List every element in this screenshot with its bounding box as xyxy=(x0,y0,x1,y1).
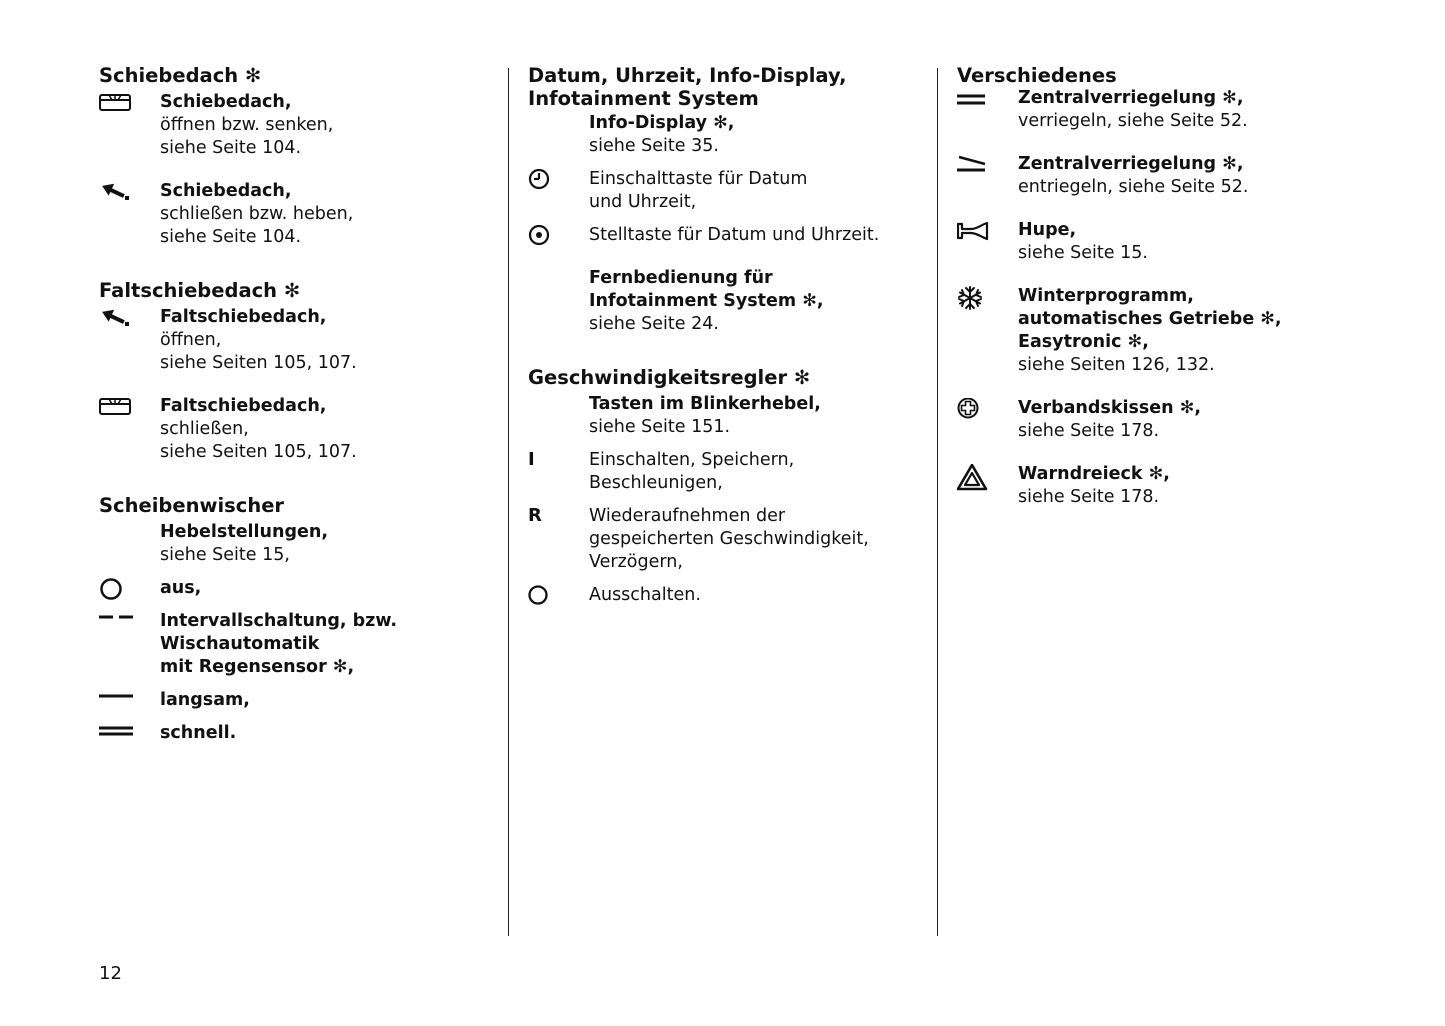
list-item xyxy=(99,521,499,567)
entry-text: Einschalttaste für Datum xyxy=(589,169,808,189)
entry-title: Easytronic ✻, xyxy=(1018,332,1149,352)
folding-roof-close-icon xyxy=(99,396,137,418)
symbol-i: I xyxy=(528,449,535,470)
entry-title: automatisches Getriebe ✻, xyxy=(1018,309,1282,329)
heading-line: Infotainment System xyxy=(528,87,759,110)
section-heading: Geschwindigkeitsregler ✻ xyxy=(528,366,811,389)
entry-title: Hebelstellungen, xyxy=(160,522,328,542)
list-item xyxy=(957,285,1417,377)
entry-text: schließen bzw. heben, xyxy=(160,204,354,224)
list-item xyxy=(957,219,1417,265)
entry-title: aus, xyxy=(160,578,202,598)
list-item xyxy=(99,91,499,160)
off-circle-icon xyxy=(528,585,566,607)
entry-text: siehe Seite 178. xyxy=(1018,487,1160,507)
entry-title: Winterprogramm, xyxy=(1018,286,1194,306)
entry-text: siehe Seite 104. xyxy=(160,138,302,158)
entry-title: Faltschiebedach, xyxy=(160,396,327,416)
entry-text: siehe Seite 24. xyxy=(589,314,719,334)
entry-title: Info-Display ✻, xyxy=(589,113,735,133)
clock-icon xyxy=(528,169,566,191)
section-heading: Scheibenwischer xyxy=(99,494,285,517)
entry-text: öffnen bzw. senken, xyxy=(160,115,334,135)
entry-title: schnell. xyxy=(160,723,237,743)
unlock-icon xyxy=(957,154,995,176)
entry-text: entriegeln, siehe Seite 52. xyxy=(1018,177,1249,197)
double-line-icon xyxy=(99,723,137,745)
section-scheibenwischer xyxy=(99,494,499,745)
entry-title: Fernbedienung für xyxy=(589,268,773,288)
entry-title: Warndreieck ✻, xyxy=(1018,464,1170,484)
list-item xyxy=(99,395,499,464)
column-divider xyxy=(508,68,509,936)
entry-text: Stelltaste für Datum und Uhrzeit. xyxy=(589,225,880,245)
section-verschiedenes xyxy=(957,64,1417,509)
horn-icon xyxy=(957,220,995,242)
entry-title: Zentralverriegelung ✻, xyxy=(1018,88,1244,108)
list-item xyxy=(528,112,928,158)
list-item xyxy=(99,722,499,745)
entry-title: Intervallschaltung, bzw. xyxy=(160,611,398,631)
list-item xyxy=(957,463,1417,509)
entry-title: langsam, xyxy=(160,690,250,710)
list-item xyxy=(528,584,928,607)
lock-icon xyxy=(957,88,995,110)
entry-title: Tasten im Blinkerhebel, xyxy=(589,394,821,414)
symbol-r: R xyxy=(528,505,542,526)
section-heading xyxy=(528,64,928,110)
section-heading: Verschiedenes xyxy=(957,64,1117,87)
entry-title: Faltschiebedach, xyxy=(160,307,327,327)
interval-dashes-icon xyxy=(99,611,137,633)
list-item xyxy=(528,449,928,495)
entry-title: Verbandskissen ✻, xyxy=(1018,398,1202,418)
entry-text: verriegeln, siehe Seite 52. xyxy=(1018,111,1248,131)
section-tempomat xyxy=(528,366,928,607)
entry-text: Ausschalten. xyxy=(589,585,701,605)
entry-title: Hupe, xyxy=(1018,220,1077,240)
list-item xyxy=(957,153,1417,199)
folding-roof-open-icon xyxy=(99,307,137,329)
entry-text: gespeicherten Geschwindigkeit, xyxy=(589,529,869,549)
warning-triangle-icon xyxy=(957,464,995,486)
set-button-icon xyxy=(528,225,566,247)
entry-title: Wischautomatik xyxy=(160,634,320,654)
section-faltschiebedach xyxy=(99,279,499,464)
list-item xyxy=(528,267,928,336)
list-item xyxy=(528,505,928,574)
entry-text: öffnen, xyxy=(160,330,222,350)
sunroof-open-icon xyxy=(99,92,137,114)
list-item xyxy=(957,397,1417,443)
entry-text: Beschleunigen, xyxy=(589,473,723,493)
snowflake-icon xyxy=(957,286,995,308)
section-heading: Faltschiebedach ✻ xyxy=(99,279,301,302)
column-right xyxy=(957,64,1417,533)
entry-text: siehe Seite 15, xyxy=(160,545,290,565)
list-item xyxy=(99,577,499,600)
entry-title: Schiebedach, xyxy=(160,92,292,112)
entry-title: Infotainment System ✻, xyxy=(589,291,824,311)
column-divider xyxy=(937,68,938,936)
entry-title: Zentralverriegelung ✻, xyxy=(1018,154,1244,174)
section-datum xyxy=(528,64,928,336)
first-aid-icon xyxy=(957,398,995,420)
entry-title: Schiebedach, xyxy=(160,181,292,201)
column-middle xyxy=(528,64,928,631)
list-item xyxy=(99,610,499,679)
single-line-icon xyxy=(99,690,137,712)
list-item xyxy=(99,180,499,249)
page-number: 12 xyxy=(99,963,122,984)
entry-text: siehe Seiten 105, 107. xyxy=(160,353,357,373)
section-heading: Schiebedach ✻ xyxy=(99,64,262,87)
list-item xyxy=(99,689,499,712)
entry-text: Wiederaufnehmen der xyxy=(589,506,786,526)
column-left xyxy=(99,64,499,769)
entry-title: mit Regensensor ✻, xyxy=(160,657,355,677)
entry-text: siehe Seite 151. xyxy=(589,417,731,437)
entry-text: schließen, xyxy=(160,419,249,439)
list-item xyxy=(99,306,499,375)
entry-text: siehe Seite 104. xyxy=(160,227,302,247)
entry-text: siehe Seite 15. xyxy=(1018,243,1148,263)
list-item xyxy=(528,224,928,247)
list-item xyxy=(957,87,1417,133)
entry-text: Verzögern, xyxy=(589,552,683,572)
entry-text: siehe Seiten 126, 132. xyxy=(1018,355,1215,375)
section-schiebedach xyxy=(99,64,499,249)
list-item xyxy=(528,393,928,439)
entry-text: Einschalten, Speichern, xyxy=(589,450,795,470)
entry-text: siehe Seite 35. xyxy=(589,136,719,156)
entry-text: und Uhrzeit, xyxy=(589,192,697,212)
list-item xyxy=(528,168,928,214)
off-circle-icon xyxy=(99,578,137,600)
sunroof-close-icon xyxy=(99,181,137,203)
entry-text: siehe Seite 178. xyxy=(1018,421,1160,441)
heading-line: Datum, Uhrzeit, Info-Display, xyxy=(528,64,847,87)
entry-text: siehe Seiten 105, 107. xyxy=(160,442,357,462)
